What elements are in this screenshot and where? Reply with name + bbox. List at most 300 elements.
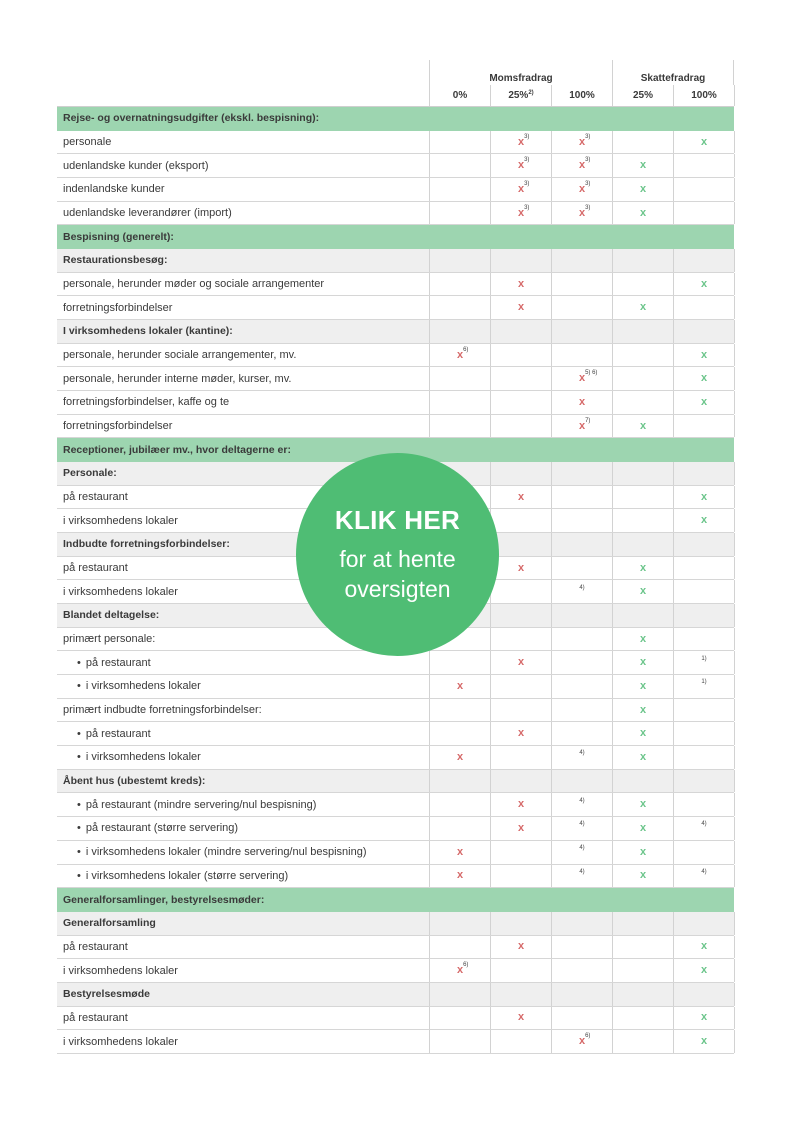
table-row [57, 1030, 734, 1054]
table-cell [673, 699, 734, 722]
footnote-ref: 6) [463, 962, 469, 969]
footnote-ref: 4) [579, 584, 585, 591]
moms-deduction-mark: x [517, 798, 525, 811]
moms-deduction-mark: x [517, 490, 525, 503]
table-cell [490, 154, 551, 177]
footnote-ref: 4) [579, 797, 585, 804]
table-cell [551, 131, 612, 154]
table-cell [490, 983, 551, 1006]
row-label: • på restaurant (større servering) [77, 817, 238, 840]
table-cell [429, 699, 490, 722]
tax-deduction-mark: x [639, 821, 647, 834]
cta-subtitle-line1: for at hente [339, 546, 456, 572]
table-cell [551, 296, 612, 319]
table-cell [612, 983, 673, 1006]
table-row [57, 746, 734, 770]
tax-deduction-mark: x [639, 301, 647, 314]
table-cell [490, 1007, 551, 1030]
table-cell [673, 273, 734, 296]
table-cell [429, 912, 490, 935]
table-cell [673, 533, 734, 556]
tax-deduction-mark: x [639, 750, 647, 763]
row-label: Bestyrelsesmøde [63, 988, 150, 1001]
table-cell [612, 462, 673, 485]
table-cell [429, 983, 490, 1006]
section-header-row [57, 888, 734, 912]
table-cell [490, 628, 551, 651]
table-cell [551, 699, 612, 722]
table-row [57, 675, 734, 699]
table-cell [673, 462, 734, 485]
footnote-ref: 1) [701, 655, 707, 662]
row-label: Blandet deltagelse: [63, 609, 160, 622]
table-cell [551, 1007, 612, 1030]
row-label: primært personale: [63, 633, 156, 646]
table-cell [612, 178, 673, 201]
table-cell [429, 131, 490, 154]
table-cell [551, 273, 612, 296]
row-label: • på restaurant [77, 651, 151, 674]
table-cell [673, 722, 734, 745]
table-cell [612, 486, 673, 509]
moms-deduction-mark: x [578, 395, 586, 408]
tax-deduction-mark: x [639, 206, 647, 219]
footnote-ref: 3) [585, 204, 591, 211]
tax-deduction-mark: x [639, 182, 647, 195]
row-label: Generalforsamlinger, bestyrelsesmøder: [63, 893, 265, 906]
table-cell [551, 959, 612, 982]
table-cell [673, 178, 734, 201]
row-label: Generalforsamling [63, 917, 156, 930]
table-cell [490, 391, 551, 414]
table-cell [612, 651, 673, 674]
table-cell [490, 367, 551, 390]
table-cell [551, 178, 612, 201]
table-cell [673, 1007, 734, 1030]
row-label: på restaurant [63, 940, 128, 953]
moms-deduction-mark: x 3) [578, 180, 591, 195]
table-cell [490, 865, 551, 888]
tax-deduction-mark: x [639, 585, 647, 598]
table-cell [429, 841, 490, 864]
table-cell [673, 936, 734, 959]
row-label: Personale: [63, 467, 117, 480]
tax-deduction-mark: x [700, 372, 708, 385]
moms-deduction-mark: x [456, 845, 464, 858]
table-cell [490, 273, 551, 296]
table-cell [551, 651, 612, 674]
tax-deduction-mark: x [700, 348, 708, 361]
table-cell [551, 746, 612, 769]
moms-deduction-mark: x [517, 821, 525, 834]
table-group-header [57, 60, 734, 85]
table-cell [673, 865, 734, 888]
table-cell [673, 509, 734, 532]
table-row [57, 699, 734, 723]
table-cell [612, 557, 673, 580]
table-row [57, 154, 734, 178]
moms-deduction-mark: x [517, 301, 525, 314]
table-cell [429, 1007, 490, 1030]
table-cell [551, 154, 612, 177]
table-cell [673, 1030, 734, 1053]
row-label: primært indbudte forretningsforbindelser: [63, 704, 262, 717]
row-label: forretningsforbindelser, kaffe og te [63, 396, 230, 409]
table-cell [429, 817, 490, 840]
table-cell [490, 722, 551, 745]
table-cell [673, 841, 734, 864]
row-label: • i virksomhedens lokaler [77, 675, 201, 698]
tax-deduction-mark: x [639, 798, 647, 811]
table-cell [612, 580, 673, 603]
footnote-ref: 4) [579, 868, 585, 875]
cta-subtitle-line2: oversigten [344, 576, 451, 602]
row-label: Rejse- og overnatningsudgifter (ekskl. bespisning): [63, 112, 320, 125]
table-cell [490, 959, 551, 982]
table-cell [673, 154, 734, 177]
table-cell [551, 533, 612, 556]
row-label: på restaurant [63, 562, 128, 575]
table-cell [612, 320, 673, 343]
row-label: Restaurationsbesøg: [63, 254, 168, 267]
table-cell [551, 344, 612, 367]
moms-deduction-mark: x [517, 277, 525, 290]
row-label: indenlandske kunder [63, 183, 165, 196]
tax-deduction-mark: x [700, 490, 708, 503]
table-cell [490, 533, 551, 556]
row-label: • på restaurant [77, 722, 151, 745]
table-cell [612, 746, 673, 769]
footnote-ref: 5) 6) [585, 370, 598, 377]
table-cell [429, 296, 490, 319]
table-cell [551, 628, 612, 651]
tax-deduction-mark: x [639, 656, 647, 669]
table-cell [673, 391, 734, 414]
table-cell [612, 273, 673, 296]
cta-title: KLIK HER [334, 505, 461, 535]
table-cell [673, 580, 734, 603]
table-cell [490, 770, 551, 793]
table-row [57, 178, 734, 202]
footnote-ref: 2) [528, 89, 534, 96]
footnote-ref: 3) [585, 157, 591, 164]
row-label: • i virksomhedens lokaler [77, 746, 201, 769]
footnote-ref: 4) [701, 821, 707, 828]
table-row [57, 841, 734, 865]
table-cell [429, 202, 490, 225]
footnote-ref: 7) [585, 417, 591, 424]
moms-deduction-mark: x 6) [578, 1033, 591, 1048]
table-cell [429, 770, 490, 793]
table-cell [612, 367, 673, 390]
table-cell [612, 793, 673, 816]
table-cell [490, 344, 551, 367]
table-cell [673, 296, 734, 319]
subsection-header-row [57, 912, 734, 936]
footnote-ref: 3) [524, 133, 530, 140]
table-cell [429, 178, 490, 201]
tax-deduction-mark: x [700, 514, 708, 527]
row-label: forretningsforbindelser [63, 420, 173, 433]
table-cell [612, 131, 673, 154]
table-cell [612, 722, 673, 745]
tax-deduction-mark: x [700, 1035, 708, 1048]
row-label: Bespisning (generelt): [63, 230, 174, 243]
group-header-momsfradrag: Momsfradrag [429, 60, 612, 85]
row-label: i virksomhedens lokaler [63, 514, 178, 527]
footnote-ref: 4) [579, 845, 585, 852]
table-cell [551, 936, 612, 959]
column-header-0pct: 0% [429, 85, 490, 106]
row-label: • på restaurant (mindre servering/nul bespisning) [77, 793, 316, 816]
table-cell [612, 344, 673, 367]
table-row [57, 865, 734, 889]
download-overview-button[interactable] [296, 453, 499, 656]
moms-deduction-mark: x [456, 869, 464, 882]
table-cell [429, 936, 490, 959]
footnote-ref: 3) [585, 133, 591, 140]
table-cell [490, 699, 551, 722]
table-cell [551, 841, 612, 864]
moms-deduction-mark: x [517, 656, 525, 669]
table-cell [551, 320, 612, 343]
column-header-100pct-skat: 100% [673, 85, 734, 106]
table-cell [490, 1030, 551, 1053]
moms-deduction-mark: x 3) [578, 204, 591, 219]
row-label: på restaurant [63, 1011, 128, 1024]
table-cell [551, 580, 612, 603]
moms-deduction-mark: x 3) [517, 157, 530, 172]
table-row [57, 817, 734, 841]
table-column-header [57, 85, 734, 107]
table-cell [551, 249, 612, 272]
row-label: personale, herunder sociale arrangementer, mv. [63, 349, 297, 362]
subsection-header-row [57, 983, 734, 1007]
table-cell [551, 486, 612, 509]
footnote-ref: 6) [585, 1033, 591, 1040]
table-cell [673, 651, 734, 674]
footnote-ref: 3) [524, 157, 530, 164]
section-header-row [57, 225, 734, 249]
table-cell [673, 793, 734, 816]
row-label: • i virksomhedens lokaler (mindre servering/nul bespisning) [77, 841, 366, 864]
table-cell [612, 533, 673, 556]
table-cell [429, 249, 490, 272]
table-cell [551, 415, 612, 438]
table-cell [429, 1030, 490, 1053]
tax-deduction-mark: x [639, 561, 647, 574]
tax-deduction-mark: x [700, 277, 708, 290]
moms-deduction-mark: x [517, 1011, 525, 1024]
moms-deduction-mark: x 3) [578, 157, 591, 172]
table-cell [551, 983, 612, 1006]
moms-deduction-mark: x 7) [578, 417, 591, 432]
row-label: på restaurant [63, 491, 128, 504]
table-cell [551, 675, 612, 698]
moms-deduction-mark: x [517, 727, 525, 740]
table-cell [673, 604, 734, 627]
table-cell [490, 557, 551, 580]
table-cell [612, 912, 673, 935]
table-cell [490, 296, 551, 319]
table-cell [551, 557, 612, 580]
column-header-100pct-moms: 100% [551, 85, 612, 106]
table-cell [429, 793, 490, 816]
moms-deduction-mark: x 3) [517, 204, 530, 219]
table-cell [612, 202, 673, 225]
table-cell [612, 249, 673, 272]
table-cell [551, 793, 612, 816]
row-label: forretningsforbindelser [63, 301, 173, 314]
table-cell [429, 959, 490, 982]
table-cell [490, 249, 551, 272]
table-cell [490, 912, 551, 935]
table-cell [429, 865, 490, 888]
tax-deduction-mark: x [639, 419, 647, 432]
table-cell [673, 131, 734, 154]
table-cell [490, 462, 551, 485]
table-row [57, 344, 734, 368]
moms-deduction-mark: x 3) [517, 133, 530, 148]
table-cell [490, 651, 551, 674]
table-cell [612, 628, 673, 651]
table-cell [490, 202, 551, 225]
column-header-25pct-skat: 25% [612, 85, 673, 106]
moms-deduction-mark: x 5) 6) [578, 370, 598, 385]
moms-deduction-mark: x 3) [517, 180, 530, 195]
moms-deduction-mark: x [517, 561, 525, 574]
table-cell [551, 202, 612, 225]
table-cell [429, 415, 490, 438]
footnote-ref: 4) [579, 750, 585, 757]
row-label: personale, herunder interne møder, kurser, mv. [63, 372, 292, 385]
table-cell [490, 675, 551, 698]
tax-deduction-mark: x [700, 395, 708, 408]
table-row [57, 936, 734, 960]
tax-deduction-mark: x [700, 964, 708, 977]
tax-deduction-mark: x [700, 1011, 708, 1024]
subsection-header-row [57, 770, 734, 794]
row-label: I virksomhedens lokaler (kantine): [63, 325, 233, 338]
table-cell [673, 367, 734, 390]
table-cell [551, 367, 612, 390]
table-cell [612, 1030, 673, 1053]
table-cell [612, 675, 673, 698]
table-cell [551, 604, 612, 627]
row-label: Indbudte forretningsforbindelser: [63, 538, 230, 551]
table-cell [551, 722, 612, 745]
table-cell [551, 1030, 612, 1053]
table-cell [551, 770, 612, 793]
moms-deduction-mark: x [517, 940, 525, 953]
table-cell [429, 154, 490, 177]
table-cell [551, 509, 612, 532]
table-row [57, 391, 734, 415]
row-label: udenlandske kunder (eksport) [63, 159, 209, 172]
table-cell [673, 415, 734, 438]
table-row [57, 959, 734, 983]
table-cell [612, 604, 673, 627]
table-cell [612, 959, 673, 982]
table-cell [612, 296, 673, 319]
table-cell [429, 320, 490, 343]
row-label: i virksomhedens lokaler [63, 964, 178, 977]
row-label: personale, herunder møder og sociale arrangementer [63, 278, 325, 291]
table-cell [551, 817, 612, 840]
footnote-ref: 4) [579, 821, 585, 828]
table-cell [551, 865, 612, 888]
table-row [57, 1007, 734, 1031]
table-cell [673, 557, 734, 580]
subsection-header-row [57, 320, 734, 344]
tax-deduction-mark: x [700, 135, 708, 148]
row-label: Åbent hus (ubestemt kreds): [63, 775, 206, 788]
table-row [57, 793, 734, 817]
table-cell [490, 320, 551, 343]
footnote-ref: 1) [701, 679, 707, 686]
tax-deduction-mark: x [700, 940, 708, 953]
tax-deduction-mark: x [639, 703, 647, 716]
table-cell [551, 462, 612, 485]
table-cell [490, 746, 551, 769]
table-cell [490, 178, 551, 201]
table-cell [673, 675, 734, 698]
table-row [57, 367, 734, 391]
table-cell [673, 817, 734, 840]
table-cell [673, 320, 734, 343]
table-cell [490, 580, 551, 603]
tax-deduction-mark: x [639, 679, 647, 692]
footnote-ref: 3) [585, 180, 591, 187]
row-label: i virksomhedens lokaler [63, 585, 178, 598]
moms-deduction-mark: x 6) [456, 346, 469, 361]
column-header-25pct-moms: 25% $^{2)}$ [490, 85, 551, 106]
table-cell [429, 273, 490, 296]
tax-deduction-mark: x [639, 632, 647, 645]
footnote-ref: 6) [463, 346, 469, 353]
row-label: udenlandske leverandører (import) [63, 207, 232, 220]
table-cell [490, 841, 551, 864]
table-cell [490, 415, 551, 438]
table-cell [673, 202, 734, 225]
table-cell [429, 391, 490, 414]
table-cell [429, 675, 490, 698]
table-cell [612, 154, 673, 177]
table-cell [673, 486, 734, 509]
table-cell [612, 841, 673, 864]
table-cell [673, 770, 734, 793]
group-header-skattefradrag: Skattefradrag [612, 60, 734, 85]
table-cell [490, 486, 551, 509]
table-row [57, 415, 734, 439]
table-cell [490, 817, 551, 840]
moms-deduction-mark: x [456, 750, 464, 763]
row-label: personale [63, 136, 112, 148]
table-cell [612, 391, 673, 414]
table-row [57, 131, 734, 155]
table-cell [551, 912, 612, 935]
tax-deduction-mark: x [639, 727, 647, 740]
table-cell [429, 746, 490, 769]
row-label: • i virksomhedens lokaler (større servering) [77, 865, 288, 888]
table-cell [673, 912, 734, 935]
footnote-ref: 3) [524, 180, 530, 187]
table-cell [673, 628, 734, 651]
table-cell [490, 509, 551, 532]
table-cell [673, 746, 734, 769]
table-cell [612, 509, 673, 532]
footnote-ref: 4) [701, 868, 707, 875]
